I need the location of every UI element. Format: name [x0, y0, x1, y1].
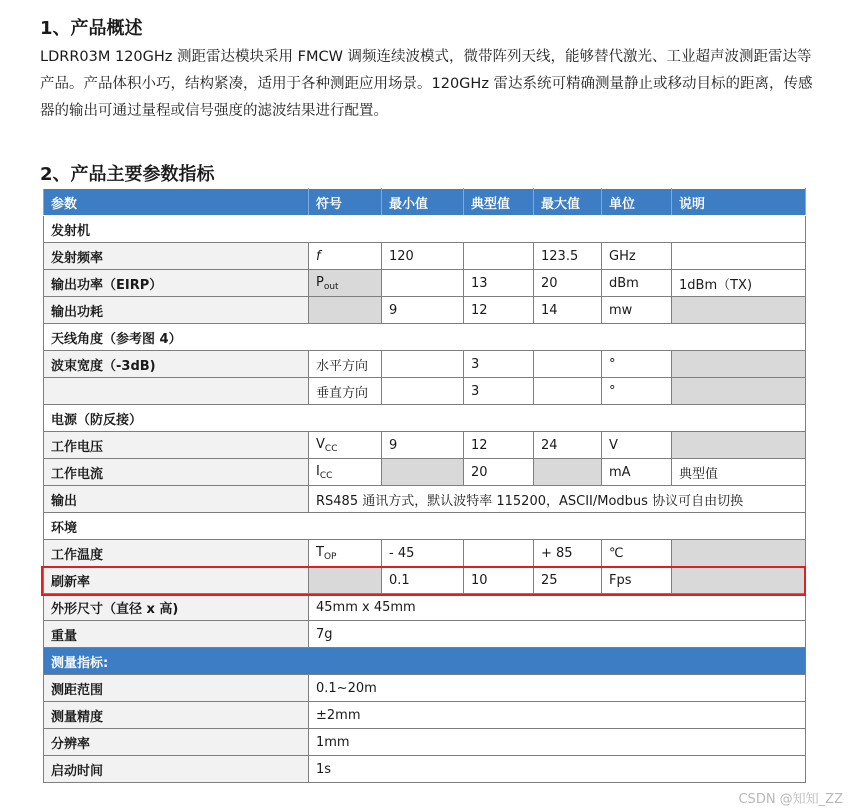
min-cell: - 45: [382, 540, 464, 567]
param-cell: 测量精度: [44, 702, 309, 729]
symbol-cell: $P_{out}$: [309, 270, 382, 297]
note-cell: 典型值: [672, 459, 806, 486]
unit-cell: °: [602, 351, 672, 378]
symbol-cell: f: [309, 243, 382, 270]
header-max: 最大值: [534, 189, 602, 216]
min-cell: [382, 270, 464, 297]
param-cell: 输出: [44, 486, 309, 513]
table-row-freq: [44, 243, 806, 270]
table-row-resolution: [44, 729, 806, 756]
spec-table: [43, 188, 806, 783]
table-header-row: [44, 189, 806, 216]
param-cell: 输出功率（EIRP）: [44, 270, 309, 297]
table-row-beam-vertical: [44, 378, 806, 405]
note-cell: [672, 540, 806, 567]
header-param: 参数: [44, 189, 309, 216]
header-typ: 典型值: [464, 189, 534, 216]
param-cell: 刷新率: [44, 567, 309, 594]
max-cell: [534, 351, 602, 378]
section-row-measure: [44, 648, 806, 675]
min-cell: 9: [382, 297, 464, 324]
unit-cell: GHz: [602, 243, 672, 270]
header-symbol: 符号: [309, 189, 382, 216]
section-label: 电源（防反接）: [44, 405, 806, 432]
param-cell: 波束宽度（-3dB): [44, 351, 309, 378]
typ-cell: 12: [464, 432, 534, 459]
param-cell: 发射频率: [44, 243, 309, 270]
section-row-transmitter: [44, 216, 806, 243]
max-cell: 24: [534, 432, 602, 459]
table-row-accuracy: [44, 702, 806, 729]
note-cell: [672, 351, 806, 378]
min-cell: [382, 351, 464, 378]
table-row-temp: [44, 540, 806, 567]
note-cell: [672, 567, 806, 594]
param-cell: 启动时间: [44, 756, 309, 783]
value-cell: 7g: [309, 621, 806, 648]
param-cell: 输出功耗: [44, 297, 309, 324]
typ-cell: [464, 243, 534, 270]
symbol-cell: $I_{CC}$: [309, 459, 382, 486]
max-cell: 25: [534, 567, 602, 594]
note-cell: [672, 432, 806, 459]
min-cell: 120: [382, 243, 464, 270]
unit-cell: V: [602, 432, 672, 459]
typ-cell: 3: [464, 351, 534, 378]
param-cell: 测距范围: [44, 675, 309, 702]
section2-title: 2、产品主要参数指标: [40, 164, 215, 185]
unit-cell: dBm: [602, 270, 672, 297]
section-label: 环境: [44, 513, 806, 540]
section-row-antenna: [44, 324, 806, 351]
section-label: 天线角度（参考图 4）: [44, 324, 806, 351]
direction-cell: 水平方向: [309, 351, 382, 378]
section-label: 发射机: [44, 216, 806, 243]
section-label: 测量指标:: [44, 648, 806, 675]
max-cell: + 85: [534, 540, 602, 567]
max-cell: [534, 378, 602, 405]
max-cell: 20: [534, 270, 602, 297]
symbol-cell: [309, 297, 382, 324]
table-row-weight: [44, 621, 806, 648]
min-cell: [382, 378, 464, 405]
typ-cell: 13: [464, 270, 534, 297]
note-cell: [672, 243, 806, 270]
unit-cell: mw: [602, 297, 672, 324]
table-row-current: [44, 459, 806, 486]
typ-cell: 10: [464, 567, 534, 594]
value-cell: 45mm x 45mm: [309, 594, 806, 621]
unit-cell: Fps: [602, 567, 672, 594]
param-cell: 外形尺寸（直径 x 高): [44, 594, 309, 621]
table-row-output: [44, 486, 806, 513]
typ-cell: 12: [464, 297, 534, 324]
max-cell: 14: [534, 297, 602, 324]
value-cell: ±2mm: [309, 702, 806, 729]
header-note: 说明: [672, 189, 806, 216]
value-cell: 1mm: [309, 729, 806, 756]
table-row-consumption: [44, 297, 806, 324]
symbol-cell: [309, 567, 382, 594]
table-row-size: [44, 594, 806, 621]
param-cell: 重量: [44, 621, 309, 648]
table-row-voltage: [44, 432, 806, 459]
table-row-startup: [44, 756, 806, 783]
header-unit: 单位: [602, 189, 672, 216]
unit-cell: mA: [602, 459, 672, 486]
typ-cell: [464, 540, 534, 567]
value-cell: 1s: [309, 756, 806, 783]
param-cell: 工作电压: [44, 432, 309, 459]
typ-cell: 3: [464, 378, 534, 405]
table-row-refresh: [44, 567, 806, 594]
param-cell: [44, 378, 309, 405]
param-cell: 工作温度: [44, 540, 309, 567]
table-row-range: [44, 675, 806, 702]
unit-cell: ℃: [602, 540, 672, 567]
max-cell: [534, 459, 602, 486]
min-cell: 0.1: [382, 567, 464, 594]
unit-cell: °: [602, 378, 672, 405]
section-row-power-supply: [44, 405, 806, 432]
header-min: 最小值: [382, 189, 464, 216]
intro-paragraph: LDRR03M 120GHz 测距雷达模块采用 FMCW 调频连续波模式，微带阵列天线，能够替代激光、工业超声波测距雷达等产品。产品体积小巧，结构紧凑，适用于各种测距应用场景。120GHz 雷达系统可精确测量静止或移动目标的距离，传感器的输出可通过量程或信号强度的滤波结果进行配置。: [40, 49, 813, 119]
max-cell: 123.5: [534, 243, 602, 270]
symbol-cell: $V_{CC}$: [309, 432, 382, 459]
table-row-power: [44, 270, 806, 297]
value-cell: RS485 通讯方式，默认波特率 115200，ASCII/Modbus 协议可自由切换: [309, 486, 806, 513]
min-cell: [382, 459, 464, 486]
value-cell: 0.1~20m: [309, 675, 806, 702]
param-cell: 工作电流: [44, 459, 309, 486]
watermark: CSDN @知知_ZZ: [738, 792, 843, 807]
symbol-cell: $T_{OP}$: [309, 540, 382, 567]
direction-cell: 垂直方向: [309, 378, 382, 405]
min-cell: 9: [382, 432, 464, 459]
note-cell: [672, 297, 806, 324]
typ-cell: 20: [464, 459, 534, 486]
note-cell: [672, 378, 806, 405]
param-cell: 分辨率: [44, 729, 309, 756]
note-cell: 1dBm（TX): [672, 270, 806, 297]
table-row-beam-horizontal: [44, 351, 806, 378]
section1-title: 1、产品概述: [40, 18, 143, 39]
section-row-environment: [44, 513, 806, 540]
